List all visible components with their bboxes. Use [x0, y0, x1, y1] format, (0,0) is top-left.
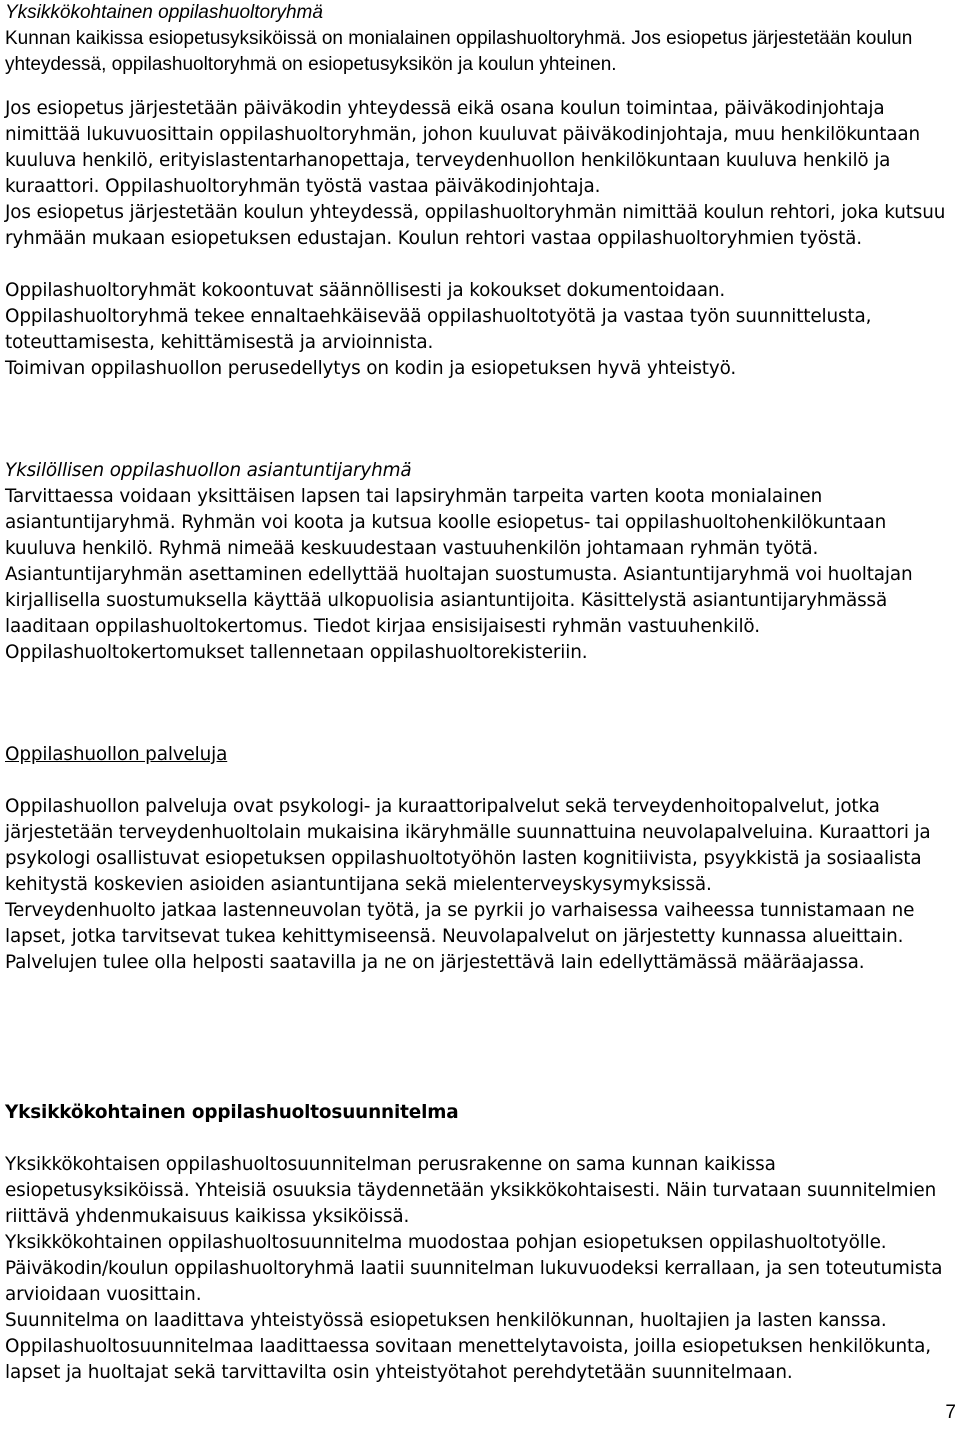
section-heading-unit-team: Yksikkökohtainen oppilashuoltoryhmä — [5, 2, 323, 23]
section-unit-team — [5, 96, 957, 382]
paragraph: Oppilashuoltoryhmät kokoontuvat säännöllisesti ja kokoukset dokumentoidaan. — [5, 280, 726, 301]
paragraph: Palvelujen tulee olla helposti saatavilla ja ne on järjestettävä lain edellyttämässä määräajassa. — [5, 952, 865, 973]
page-number: 7 — [945, 1402, 956, 1423]
paragraph: Yksikkökohtaisen oppilashuoltosuunnitelman perusrakenne on sama kunnan kaikissa esiopetusyksiköissä. Yhteisiä osuuksia täydennetään yksikkökohtaisesti. Näin turvataan suunnitelmien riittävä yhdenmukaisuus kaikissa yksiköissä. — [5, 1154, 937, 1227]
section-heading-expert-group: Yksilöllisen oppilashuollon asiantuntijaryhmä — [5, 460, 412, 481]
paragraph: Kunnan kaikissa esiopetusyksiköissä on monialainen oppilashuoltoryhmä. Jos esiopetus järjestetään koulun yhteydessä, oppilashuoltoryhmä on esiopetusyksikön ja koulun yhteinen. — [5, 28, 913, 75]
paragraph: Suunnitelma on laadittava yhteistyössä esiopetuksen henkilökunnan, huoltajien ja lasten kanssa. Oppilashuoltosuunnitelmaa laadittaessa sovitaan menettelytavoista, joilla esiopetuksen henkilökunta, lapset ja huoltajat sekä tarvittavilta osin yhteistyötahot perehdytetään suunnitelmaan. — [5, 1310, 931, 1383]
section-heading-services: Oppilashuollon palveluja — [5, 744, 228, 765]
paragraph: Tarvittaessa voidaan yksittäisen lapsen tai lapsiryhmän tarpeita varten koota monialainen asiantuntijaryhmä. Ryhmän voi koota ja kutsua koolle esiopetus- tai oppilashuoltohenkilökuntaan kuuluva henkilö. Ryhmä nimeää keskuudestaan vastuuhenkilön johtamaan ryhmän työtä. Asiantuntijaryhmän asettaminen edellyttää huoltajan suostumusta. Asiantuntijaryhmä voi huoltajan kirjallisella suostumuksella käyttää ulkopuolisia asiantuntijoita. Käsittelystä asiantuntijaryhmässä laaditaan oppilashuoltokertomus. Tiedot kirjaa ensisijaisesti ryhmän vastuuhenkilö. Oppilashuoltokertomukset tallennetaan oppilashuoltorekisteriin. — [5, 486, 913, 663]
paragraph: Toimivan oppilashuollon perusedellytys on kodin ja esiopetuksen hyvä yhteistyö. — [5, 358, 737, 379]
section-heading-unit-plan: Yksikkökohtainen oppilashuoltosuunnitelma — [5, 1102, 459, 1123]
section-services — [5, 742, 957, 976]
section-intro — [5, 0, 957, 78]
paragraph: Oppilashuollon palveluja ovat psykologi- ja kuraattoripalvelut sekä terveydenhoitopalvelut, jotka järjestetään terveydenhuoltolain mukaisina ikäryhmälle suunnattuina neuvolapalveluina. Kuraattori ja psykologi osallistuvat esiopetuksen oppilashuoltotyöhön lasten kognitiivista, psyykkistä ja sosiaalista kehitystä koskevien asioiden asiantuntijana sekä mielenterveyskysymyksissä. — [5, 796, 931, 895]
section-unit-plan — [5, 1100, 957, 1386]
section-expert-group — [5, 458, 957, 666]
paragraph: Jos esiopetus järjestetään koulun yhteydessä, oppilashuoltoryhmän nimittää koulun rehtori, joka kutsuu ryhmään mukaan esiopetuksen edustajan. Koulun rehtori vastaa oppilashuoltoryhmien työstä. — [5, 202, 946, 249]
paragraph: Jos esiopetus järjestetään päiväkodin yhteydessä eikä osana koulun toimintaa, päiväkodinjohtaja nimittää lukuvuosittain oppilashuoltoryhmän, johon kuuluvat päiväkodinjohtaja, muu henkilökuntaan kuuluva henkilö, erityislastentarhanopettaja, terveydenhuollon henkilökuntaan kuuluva henkilö ja kuraattori. Oppilashuoltoryhmän työstä vastaa päiväkodinjohtaja. — [5, 98, 920, 197]
paragraph: Oppilashuoltoryhmä tekee ennaltaehkäisevää oppilashuoltotyötä ja vastaa työn suunnittelusta, toteuttamisesta, kehittämisestä ja arvioinnista. — [5, 306, 872, 353]
paragraph: Yksikkökohtainen oppilashuoltosuunnitelma muodostaa pohjan esiopetuksen oppilashuoltotyölle. Päiväkodin/koulun oppilashuoltoryhmä laatii suunnitelman lukuvuodeksi kerrallaan, ja sen toteutumista arvioidaan vuosittain. — [5, 1232, 943, 1305]
paragraph: Terveydenhuolto jatkaa lastenneuvolan työtä, ja se pyrkii jo varhaisessa vaiheessa tunnistamaan ne lapset, jotka tarvitsevat tukea kehittymiseensä. Neuvolapalvelut on järjestetty kunnassa alueittain. — [5, 900, 915, 947]
